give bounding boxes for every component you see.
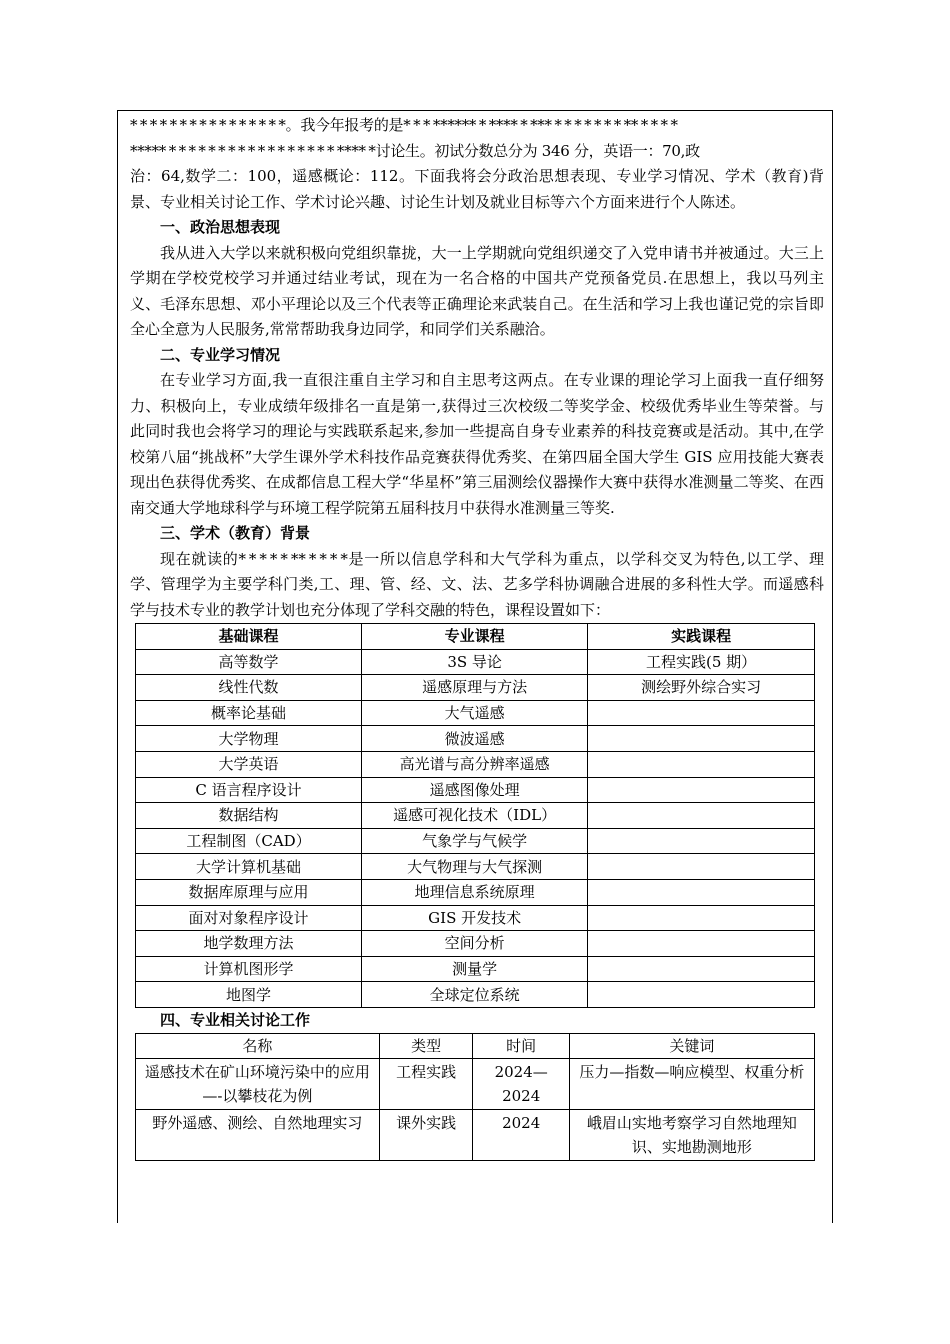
intro-paragraph: 治：64,数学二：100，遥感概论：112。下面我将会分政治思想表现、专业学习情况、学术（教育)背景、专业相关讨论工作、学术讨论兴趣、讨论生计划及就业目标等六个方面来进行个人陈述。 [130,167,824,211]
table-row [136,675,815,701]
table-cell: 工程制图（CAD） [136,828,362,854]
table-cell [588,854,815,880]
table-cell: 计算机图形学 [136,956,362,982]
table-cell [588,879,815,905]
course-table-header [136,624,815,650]
table-cell: 大学计算机基础 [136,854,362,880]
table-cell: 遥感可视化技术（IDL） [362,803,588,829]
table-cell: 遥感原理与方法 [362,675,588,701]
table-row [136,726,815,752]
table-row [136,1110,815,1161]
course-header-practice: 实践课程 [588,624,815,650]
table-row [136,956,815,982]
table-cell: 大学英语 [136,751,362,777]
intro-line-2: ***** * * * * * * * * * * * * * * * * * **** *讨论生。初试分数总分为 346 分，英语一：70,政 [130,141,700,160]
table-cell: 大气遥感 [362,700,588,726]
table-row [136,854,815,880]
section-heading-study: 二、专业学习情况 [160,345,281,364]
table-cell: 工程实践(5 期） [588,649,815,675]
research-time: 2024— 2024 [473,1059,569,1110]
table-row [136,777,815,803]
section-heading-research: 四、专业相关讨论工作 [160,1010,311,1029]
table-cell: 数据库原理与应用 [136,879,362,905]
table-row [136,905,815,931]
section-heading-academic: 三、学术（教育）背景 [160,524,311,542]
table-cell: 地理信息系统原理 [362,879,588,905]
research-header-keywords: 关键词 [569,1034,814,1059]
intro-line-1: * * * * * * * * * * * * * * * *。我今年报考的是* * * ****** * **** * *** * * * * * * * ** * * * * [130,116,678,134]
table-cell [588,982,815,1008]
table-cell [588,931,815,957]
research-name: 野外遥感、测绘、自然地理实习 [136,1110,380,1161]
section-text-politics: 我从进入大学以来就积极向党组织靠拢，大一上学期就向党组织递交了入党申请书并被通过。大三上学期在学校党校学习并通过结业考试，现在为一名合格的中国共产党预备党员.在思想上，我以马列主义、毛泽东思想、邓小平理论以及三个代表等正确理论来武装自己。在生活和学习上我也谨记党的宗旨即全心全意为人民服务,常常帮助我身边同学，和同学们关系融洽。 [130,243,824,338]
table-cell [588,828,815,854]
document-content [130,113,824,1161]
course-table [135,623,815,1008]
table-cell [588,956,815,982]
table-cell [588,905,815,931]
table-row [136,879,815,905]
table-row [136,803,815,829]
document-frame [117,110,833,1223]
table-cell [588,700,815,726]
table-cell [588,777,815,803]
section-heading-politics: 一、政治思想表现 [160,218,281,236]
table-cell: 全球定位系统 [362,982,588,1008]
section-text-academic: 现在就读的* * * * * ** * * * *是一所以信息学科和大气学科为重点，以学科交叉为特色,以工学、理学、管理学为主要学科门类,工、理、管、经、文、法、艺多学科协调融合进展的多科性大学。而遥感科学与技术专业的教学计划也充分体现了学科交融的特色，课程设置如下： [130,549,824,619]
table-cell: 大气物理与大气探测 [362,854,588,880]
table-cell: 高光谱与高分辨率遥感 [362,751,588,777]
table-cell: 概率论基础 [136,700,362,726]
table-row [136,1059,815,1110]
section-text-study: 在专业学习方面,我一直很注重自主学习和自主思考这两点。在专业课的理论学习上面我一直仔细努力、积极向上，专业成绩年级排名一直是第一,获得过三次校级二等奖学金、校级优秀毕业生等荣誉。与此同时我也会将学习的理论与实践联系起来,参加一些提高自身专业素养的科技竞赛或是活动。其中,在学校第八届“挑战杯”大学生课外学术科技作品竞赛获得优秀奖、在第四届全国大学生 GIS 应用技能大赛表现出色获得优秀奖、在成都信息工程大学“华星杯”第三届测绘仪器操作大赛中获得水准测量二等奖、在西南交通大学地球科学与环境工程学院第五届科技月中获得水准测量三等奖. [130,371,824,517]
table-cell: 空间分析 [362,931,588,957]
table-cell: 高等数学 [136,649,362,675]
table-cell: 数据结构 [136,803,362,829]
table-cell: 微波遥感 [362,726,588,752]
table-row [136,828,815,854]
course-header-major: 专业课程 [362,624,588,650]
research-name: 遥感技术在矿山环境污染中的应用—-以攀枝花为例 [136,1059,380,1110]
table-cell: 测绘野外综合实习 [588,675,815,701]
research-header-name: 名称 [136,1034,380,1059]
research-table [135,1033,815,1161]
table-row [136,700,815,726]
table-cell: 测量学 [362,956,588,982]
table-row [136,751,815,777]
table-cell: 地学数理方法 [136,931,362,957]
table-cell: 面对对象程序设计 [136,905,362,931]
table-cell: C 语言程序设计 [136,777,362,803]
research-type: 工程实践 [379,1059,473,1110]
research-header-type: 类型 [379,1034,473,1059]
research-keywords: 压力—指数—响应模型、权重分析 [569,1059,814,1110]
table-cell: 3S 导论 [362,649,588,675]
table-cell: 遥感图像处理 [362,777,588,803]
research-keywords: 峨眉山实地考察学习自然地理知识、实地勘测地形 [569,1110,814,1161]
table-row [136,931,815,957]
table-cell: 大学物理 [136,726,362,752]
course-header-basic: 基础课程 [136,624,362,650]
table-cell: 地图学 [136,982,362,1008]
research-header-time: 时间 [473,1034,569,1059]
table-cell [588,751,815,777]
table-cell [588,803,815,829]
research-type: 课外实践 [379,1110,473,1161]
table-cell [588,726,815,752]
table-cell: 气象学与气候学 [362,828,588,854]
table-row [136,982,815,1008]
research-table-header [136,1034,815,1059]
research-time: 2024 [473,1110,569,1161]
table-cell: 线性代数 [136,675,362,701]
table-cell: GIS 开发技术 [362,905,588,931]
table-row [136,649,815,675]
